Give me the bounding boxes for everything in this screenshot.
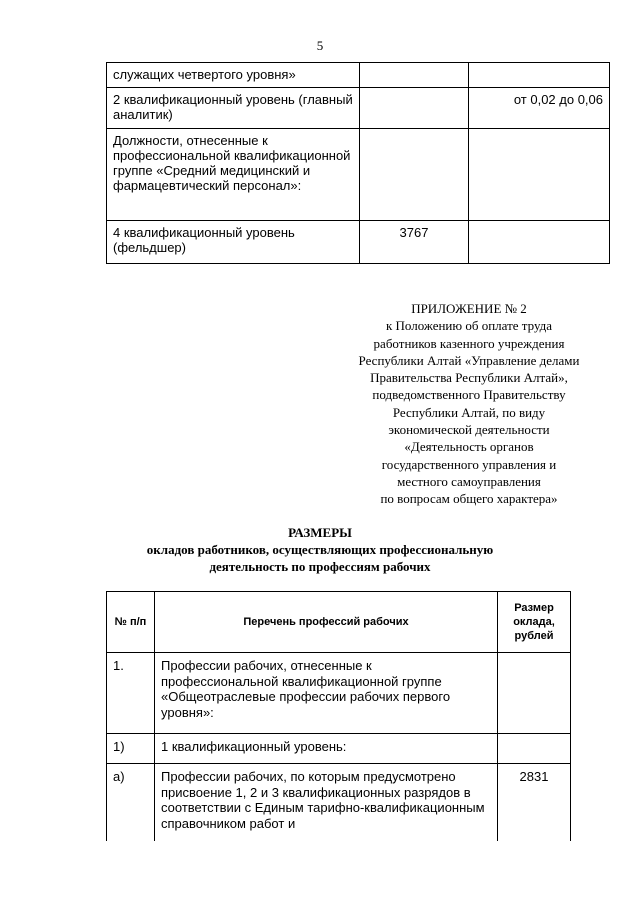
coefficient-cell [469,221,610,264]
salary-cell: 3767 [360,221,469,264]
table-header-row [107,592,571,653]
salary-cell [360,88,469,129]
appendix-line: работников казенного учреждения [373,335,565,351]
profession-cell: 1 квалификационный уровень: [155,734,498,764]
appendix-line: подведомственного Правительству [372,387,566,403]
appendix-line: по вопросам общего характера» [380,491,558,507]
heading-subtitle-line: окладов работников, осуществляющих профессиональную [146,542,494,557]
profession-cell: Профессии рабочих, отнесенные к профессиональной квалификационной группе «Общеотраслевые профессии рабочих первого уровня»: [155,653,498,734]
table-row [107,734,571,764]
appendix-block [318,300,620,508]
document-heading [0,524,640,575]
position-name-cell: 4 квалификационный уровень (фельдшер) [107,221,360,264]
table-row [107,221,610,264]
column-header-profession: Перечень профессий рабочих [155,592,498,653]
position-name-cell: служащих четвертого уровня» [107,63,360,88]
appendix-line: государственного управления и [381,456,557,472]
table-row [107,129,610,221]
positions-table-continued [106,62,610,264]
row-number-cell: 1) [107,734,155,764]
salary-cell [360,129,469,221]
row-number-cell: а) [107,764,155,842]
heading-subtitle-line: деятельность по профессиям рабочих [209,559,431,574]
appendix-line: ПРИЛОЖЕНИЕ № 2 [411,301,527,316]
salary-cell [360,63,469,88]
salary-cell [498,734,571,764]
column-header-salary: Размер оклада, рублей [498,592,571,653]
column-header-number: № п/п [107,592,155,653]
position-name-cell: 2 квалификационный уровень (главный аналитик) [107,88,360,129]
table-row [107,88,610,129]
coefficient-cell [469,129,610,221]
position-name-cell: Должности, отнесенные к профессиональной квалификационной группе «Средний медицинский и фармацевтический персонал»: [107,129,360,221]
salary-cell: 2831 [498,764,571,842]
table-row [107,63,610,88]
worker-salaries-table [106,591,571,841]
coefficient-cell [469,63,610,88]
appendix-line: Правительства Республики Алтай», [370,370,568,386]
table-row [107,764,571,842]
appendix-line: экономической деятельности [388,422,550,438]
salary-cell [498,653,571,734]
page-number: 5 [316,38,324,53]
appendix-line: местного самоуправления [397,473,541,489]
heading-title: РАЗМЕРЫ [288,525,352,540]
appendix-line: к Положению об оплате труда [385,318,553,334]
appendix-line: Республики Алтай «Управление делами [358,352,580,368]
row-number-cell: 1. [107,653,155,734]
profession-cell: Профессии рабочих, по которым предусмотрено присвоение 1, 2 и 3 квалификационных разрядов в соответствии с Единым тарифно-квалификационным справочником работ и [155,764,498,842]
table-row [107,653,571,734]
appendix-line: «Деятельность органов [404,439,534,455]
appendix-line: Республики Алтай, по виду [392,404,546,420]
coefficient-cell: от 0,02 до 0,06 [469,88,610,129]
